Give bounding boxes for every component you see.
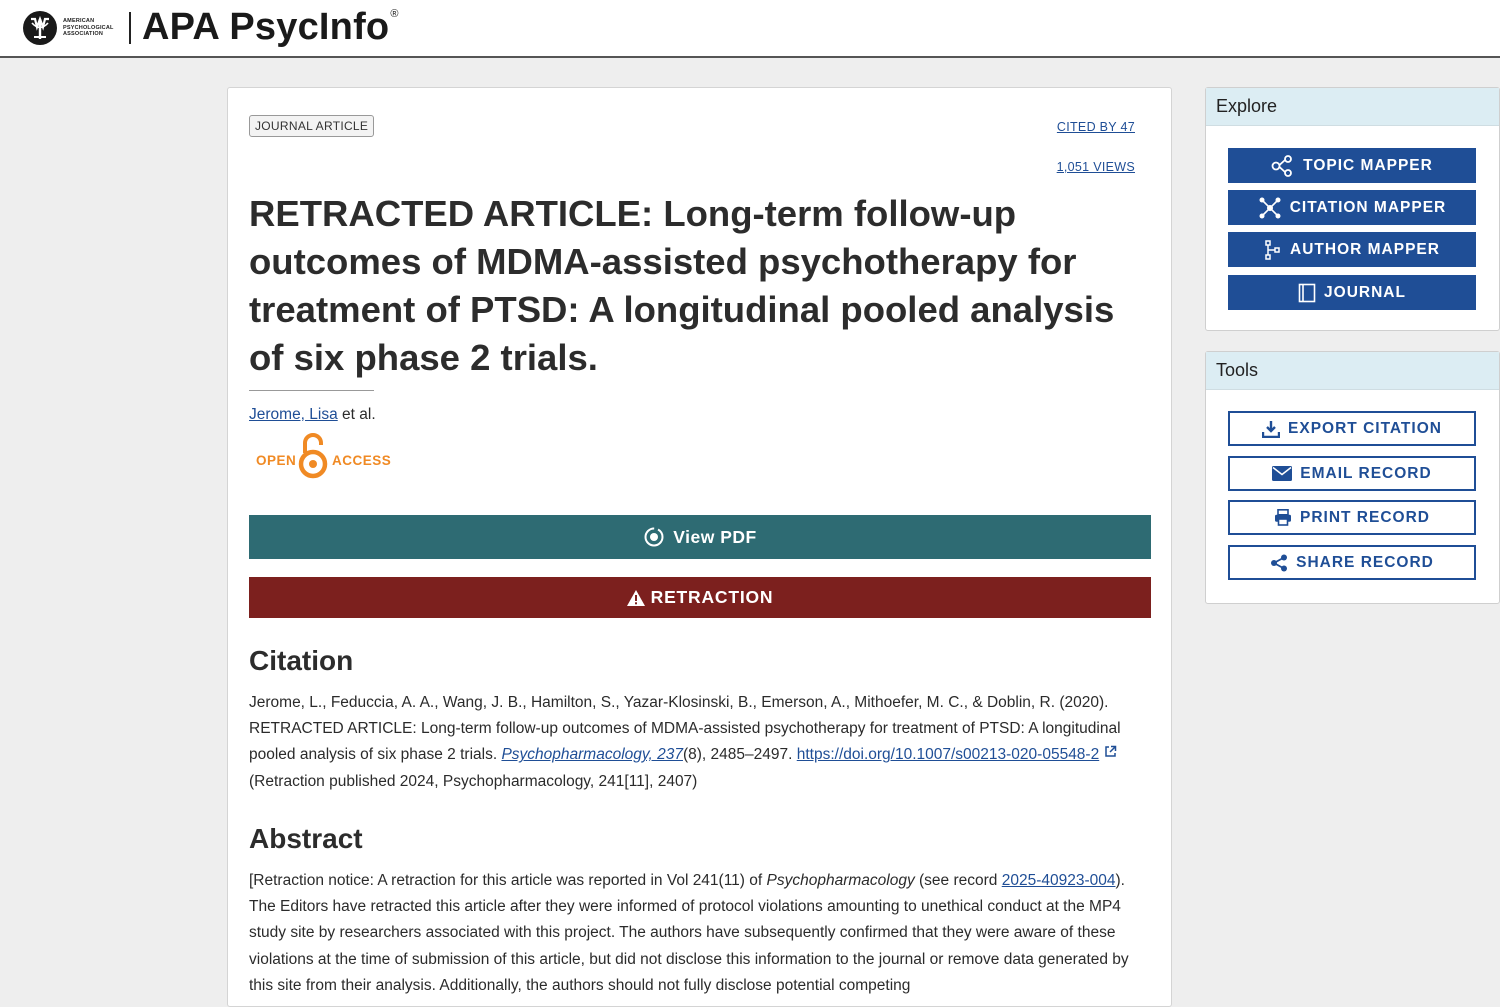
topic-mapper-button[interactable] [1228, 148, 1476, 183]
explore-panel [1205, 87, 1500, 331]
doi-link[interactable]: https://doi.org/10.1007/s00213-020-05548-2 [796, 746, 1100, 764]
author-mapper-icon [1264, 240, 1282, 260]
abstract-journal: Psychopharmacology [766, 872, 915, 889]
journal-button[interactable] [1228, 275, 1476, 310]
article-title: RETRACTED ARTICLE: Long-term follow-up outcomes of MDMA-assisted psychotherapy for treatment of PTSD: A longitudinal pooled analysis of six phase 2 trials. [249, 193, 1115, 378]
author-suffix: et al. [337, 406, 376, 423]
citation-title: RETRACTED ARTICLE: Long-term follow-up outcomes of MDMA-assisted psychotherapy for treatment of PTSD: A longitudinal pooled analysis of six phase 2 trials. [249, 720, 1121, 764]
record-icon [643, 526, 665, 548]
envelope-icon [1272, 466, 1292, 481]
author-link[interactable]: Jerome, Lisa [249, 406, 338, 423]
abstract-heading: Abstract [249, 823, 363, 854]
citation-mapper-button[interactable] [1228, 190, 1476, 225]
share-record-label: SHARE RECORD [1296, 553, 1434, 571]
citation-authors: Jerome, L., Feduccia, A. A., Wang, J. B., Hamilton, S., Yazar-Klosinski, B., Emerson, A., Mithoefer, M. C., & Doblin, R. (2020). [249, 694, 1109, 711]
citation-heading: Citation [249, 645, 354, 676]
open-access-badge [256, 431, 396, 479]
download-icon [1262, 420, 1280, 438]
registered-mark: ® [390, 8, 399, 20]
record-link[interactable]: 2025-40923-004 [1001, 872, 1116, 889]
email-record-button[interactable] [1228, 456, 1476, 491]
export-citation-button[interactable] [1228, 411, 1476, 446]
citation-mapper-label: CITATION MAPPER [1289, 198, 1447, 216]
printer-icon [1274, 509, 1292, 526]
author-mapper-button[interactable] [1228, 232, 1476, 267]
cited-by-link[interactable]: CITED BY 47 [1056, 120, 1135, 134]
export-citation-label: EXPORT CITATION [1288, 419, 1442, 437]
warning-icon [627, 590, 645, 606]
email-record-label: EMAIL RECORD [1300, 464, 1432, 482]
abstract-text: [Retraction notice: A retraction for this article was reported in Vol 241(11) of Psychopharmacology (see record 2025-40923-004). The Editors have retracted this article after they were informed of protocol violations amounting to unethical conduct at the MP4 study site by researchers associated with this project. The authors have subsequently confirmed that they were aware of these violations at the time of submission of this article, but did not disclose this information to the journal or remove data generated by this site from their analysis. Additionally, the authors should not fully disclose potential competing [249, 872, 1129, 994]
citation-issue-pages: (8), 2485–2497. [682, 746, 793, 764]
open-access-lock-icon [296, 431, 330, 479]
title-divider [249, 390, 374, 391]
author-line [249, 406, 376, 424]
retraction-button[interactable] [249, 577, 1151, 618]
print-record-button[interactable] [1228, 500, 1476, 535]
organization-name: AMERICAN PSYCHOLOGICAL ASSOCIATION [63, 18, 114, 37]
article-card [227, 87, 1172, 1007]
retraction-label: RETRACTION [650, 587, 774, 607]
view-pdf-button[interactable] [249, 515, 1151, 559]
topic-mapper-label: TOPIC MAPPER [1303, 156, 1433, 174]
citation-journal-link[interactable]: Psychopharmacology, 237 [501, 746, 683, 764]
tools-heading: Tools [1206, 352, 1499, 390]
explore-heading: Explore [1206, 88, 1499, 126]
tools-panel [1205, 351, 1500, 604]
view-pdf-label: View PDF [673, 526, 757, 547]
citation-mapper-icon [1258, 197, 1282, 219]
share-icon [1270, 554, 1288, 572]
open-access-label-left: OPEN [256, 453, 297, 468]
journal-label: JOURNAL [1324, 283, 1406, 301]
document-type-badge: JOURNAL ARTICLE [249, 115, 374, 137]
top-header [0, 0, 1500, 58]
book-icon [1298, 283, 1316, 303]
topic-mapper-icon [1271, 155, 1295, 177]
logo-divider [129, 12, 131, 44]
author-mapper-label: AUTHOR MAPPER [1290, 240, 1440, 258]
share-record-button[interactable] [1228, 545, 1476, 580]
citation-text [249, 690, 1154, 795]
open-access-label-right: ACCESS [332, 453, 392, 468]
print-record-label: PRINT RECORD [1300, 508, 1430, 526]
views-link[interactable]: 1,051 VIEWS [1056, 160, 1135, 174]
retraction-note: (Retraction published 2024, Psychopharmacology, 241[11], 2407) [249, 772, 698, 790]
external-link-icon [1104, 745, 1117, 758]
brand-title[interactable]: APA PsycInfo® [142, 6, 399, 48]
apa-logo-icon[interactable] [22, 10, 58, 46]
